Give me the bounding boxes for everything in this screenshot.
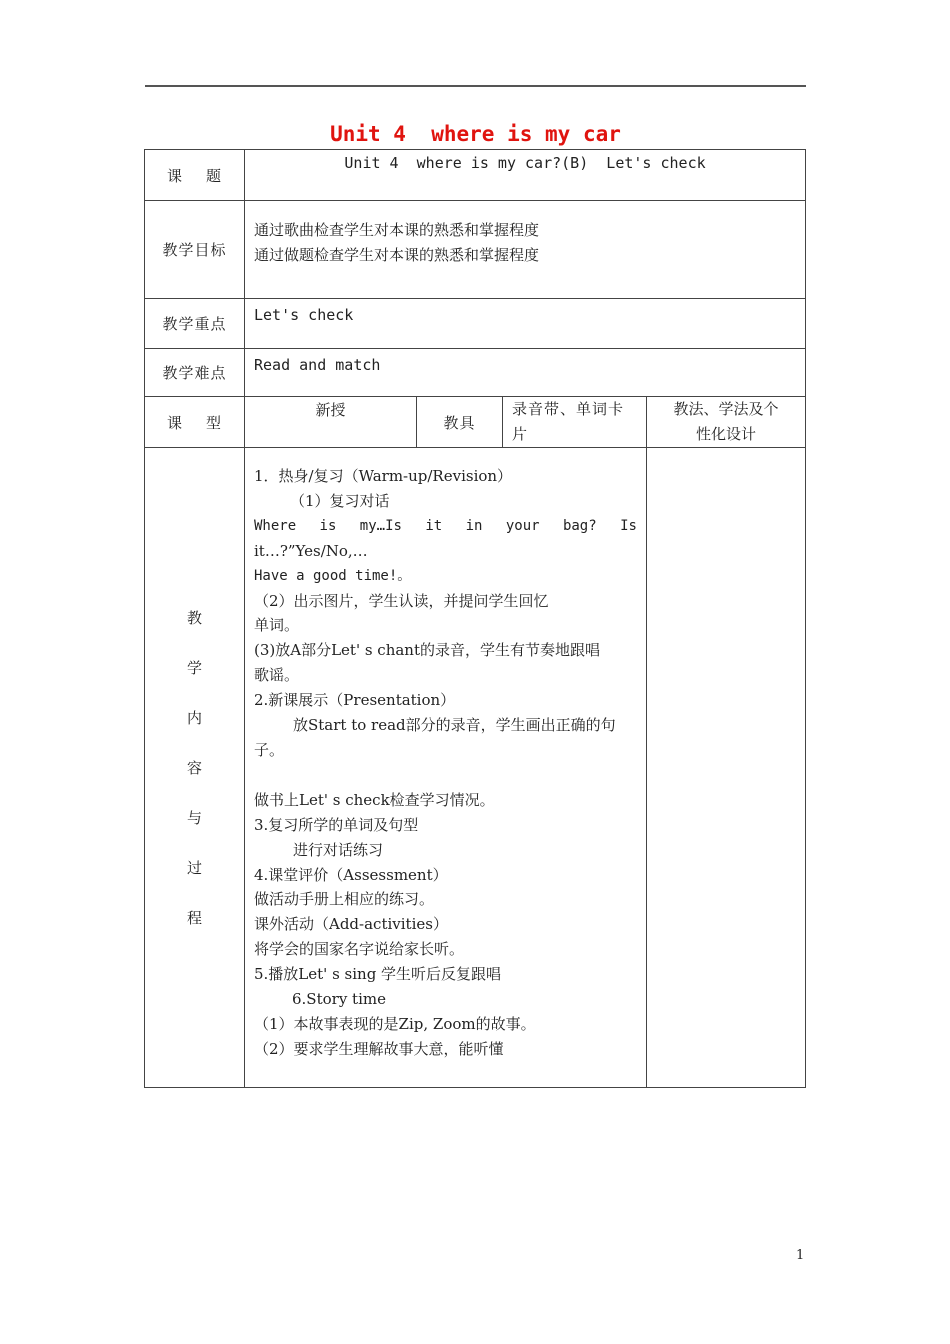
subject-row [145, 150, 806, 201]
goals-row [145, 201, 806, 299]
process-word: Where [254, 517, 297, 534]
process-line: （1）复习对话 [290, 491, 390, 510]
process-word: it [425, 517, 443, 534]
process-label [145, 448, 245, 1088]
subject-value: Unit 4 where is my car?(B) Let's check [245, 150, 806, 201]
process-line: 做书上Let' s check检查学习情况。 [254, 790, 495, 809]
lesson-plan-table [144, 149, 806, 1088]
goal-item: 通过歌曲检查学生对本课的熟悉和掌握程度 [254, 221, 540, 239]
process-line: (3)放A部分Let' s chant的录音，学生有节奏地跟唱 [254, 641, 600, 660]
process-line: 单词。 [254, 616, 300, 635]
process-line: 放Start to read部分的录音，学生画出正确的句 [293, 716, 616, 735]
process-word: your [505, 517, 540, 534]
design-notes-cell [647, 448, 806, 1088]
process-line: 4.课堂评价（Assessment） [254, 865, 448, 884]
focus-row [145, 299, 806, 349]
document-title: Unit 4 where is my car [330, 122, 621, 146]
process-blank [254, 763, 637, 788]
process-word: my…Is [359, 517, 402, 534]
goals-cell [245, 201, 806, 299]
process-content [245, 448, 647, 1088]
process-line: 1．热身/复习（Warm-up/Revision） [254, 467, 513, 485]
process-label-char: 与 [186, 808, 202, 827]
header-rule [145, 85, 806, 87]
type-label: 课 型 [145, 397, 245, 448]
process-line: 3.复习所学的单词及句型 [254, 815, 419, 834]
page-number: 1 [796, 1248, 805, 1263]
difficulty-value: Read and match [245, 349, 806, 397]
process-label-char: 学 [186, 658, 202, 677]
process-label-char: 程 [186, 908, 202, 927]
process-line: 子。 [254, 740, 285, 759]
process-line: 6.Story time [292, 990, 386, 1009]
process-line: 进行对话练习 [293, 840, 384, 859]
process-label-char: 过 [186, 858, 202, 877]
process-line: 5.播放Let' s sing 学生听后反复跟唱 [254, 965, 502, 984]
focus-label: 教学重点 [145, 299, 245, 349]
process-word: is [319, 517, 337, 534]
process-label-char: 内 [186, 708, 202, 727]
type-value: 新授 [245, 397, 417, 448]
aids-label: 教具 [417, 397, 503, 448]
type-row [145, 397, 806, 448]
focus-value: Let's check [245, 299, 806, 349]
subject-label: 课 题 [145, 150, 245, 201]
difficulty-label: 教学难点 [145, 349, 245, 397]
process-line: it…?”Yes/No,… [254, 541, 368, 560]
process-line: 课外活动（Add-activities） [254, 915, 448, 934]
aids-value: 录音带、单词卡片 [503, 397, 647, 448]
process-line: Have a good time!。 [254, 567, 412, 584]
difficulty-row [145, 349, 806, 397]
process-line: （2）出示图片，学生认读，并提问学生回忆 [254, 591, 549, 610]
process-line: （1）本故事表现的是Zip, Zoom的故事。 [254, 1014, 536, 1033]
goals-label: 教学目标 [145, 201, 245, 299]
process-line: 将学会的国家名字说给家长听。 [254, 940, 465, 959]
process-line [254, 514, 637, 539]
process-word: Is [620, 517, 637, 534]
process-row [145, 448, 806, 1088]
process-word: in [465, 517, 483, 534]
process-word: bag? [562, 517, 597, 534]
process-line: （2）要求学生理解故事大意，能听懂 [254, 1039, 504, 1058]
goal-item: 通过做题检查学生对本课的熟悉和掌握程度 [254, 246, 540, 264]
process-line: 歌谣。 [254, 666, 300, 685]
process-label-char: 教 [186, 608, 202, 627]
process-line: 2.新课展示（Presentation） [254, 691, 456, 710]
design-label: 教法、学法及个性化设计 [647, 397, 806, 448]
process-label-char: 容 [186, 758, 202, 777]
process-line: 做活动手册上相应的练习。 [254, 890, 435, 909]
